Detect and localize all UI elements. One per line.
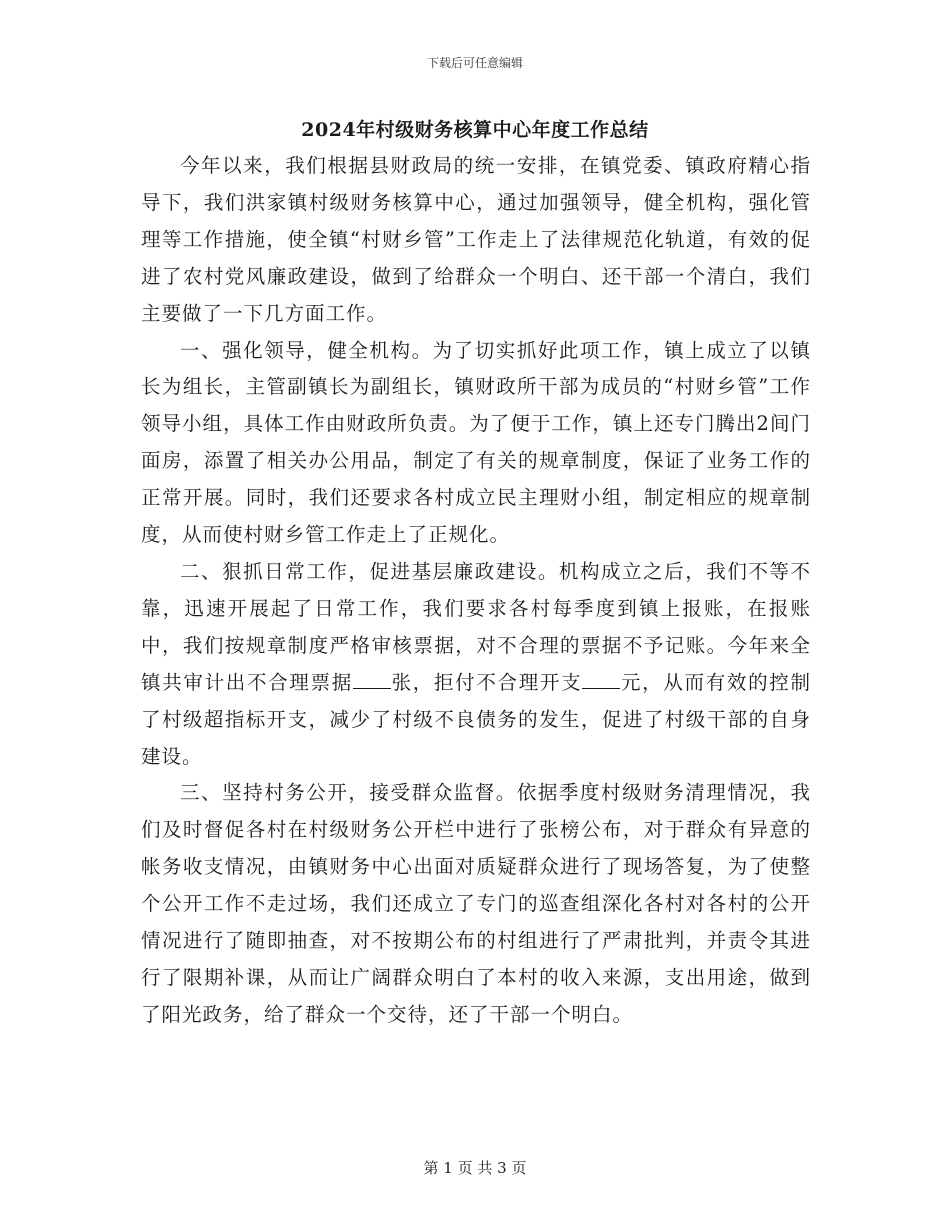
blank-receipt-count: [353, 670, 391, 689]
document-body: [141, 148, 811, 1034]
paragraph-section-2-part2: 张，拒付不合理开支: [390, 670, 583, 694]
paragraph-section-2-part1: 二、狠抓日常工作，促进基层廉政建设。机构成立之后，我们不等不靠，迅速开展起了日常工作，我们要求各村每季度到镇上报账，在报账中，我们按规章制度严格审核票据，对不合理的票据不予记账。今年来全镇共审计出不合理票据: [141, 559, 811, 694]
paragraph-section-1: 一、强化领导，健全机构。为了切实抓好此项工作，镇上成立了以镇长为组长，主管副镇长为副组长，镇财政所干部为成员的“村财乡管”工作领导小组，具体工作由财政所负责。为了便于工作，镇上还专门腾出2间门面房，添置了相关办公用品，制定了有关的规章制度，保证了业务工作的正常开展。同时，我们还要求各村成立民主理财小组，制定相应的规章制度，从而使村财乡管工作走上了正规化。: [141, 338, 811, 547]
document-title: 2024年村级财务核算中心年度工作总结: [301, 119, 649, 141]
paragraph-section-3: 三、坚持村务公开，接受群众监督。依据季度村级财务清理情况，我们及时督促各村在村级财务公开栏中进行了张榜公布，对于群众有异意的帐务收支情况，由镇财务中心出面对质疑群众进行了现场答复，为了使整个公开工作不走过场，我们还成立了专门的巡查组深化各村对各村的公开情况进行了随即抽查，对不按期公布的村组进行了严肃批判，并责令其进行了限期补课，从而让广阔群众明白了本村的收入来源，支出用途，做到了阳光政务，给了群众一个交待，还了干部一个明白。: [141, 781, 811, 1026]
paragraph-section-2: [141, 554, 811, 775]
blank-refused-amount: [582, 670, 620, 689]
paragraph-section-2-part3: 元，从而有效的控制了村级超指标开支，减少了村级不良债务的发生，促进了村级干部的自身建设。: [141, 670, 811, 768]
paragraph-intro: 今年以来，我们根据县财政局的统一安排，在镇党委、镇政府精心指导下，我们洪家镇村级财务核算中心，通过加强领导，健全机构，强化管理等工作措施，使全镇“村财乡管”工作走上了法律规范化轨道，有效的促进了农村党风廉政建设，做到了给群众一个明白、还干部一个清白，我们主要做了一下几方面工作。: [141, 154, 811, 325]
page-number: 第 1 页 共 3 页: [423, 1159, 527, 1177]
header-note: 下载后可任意编辑: [426, 56, 523, 70]
